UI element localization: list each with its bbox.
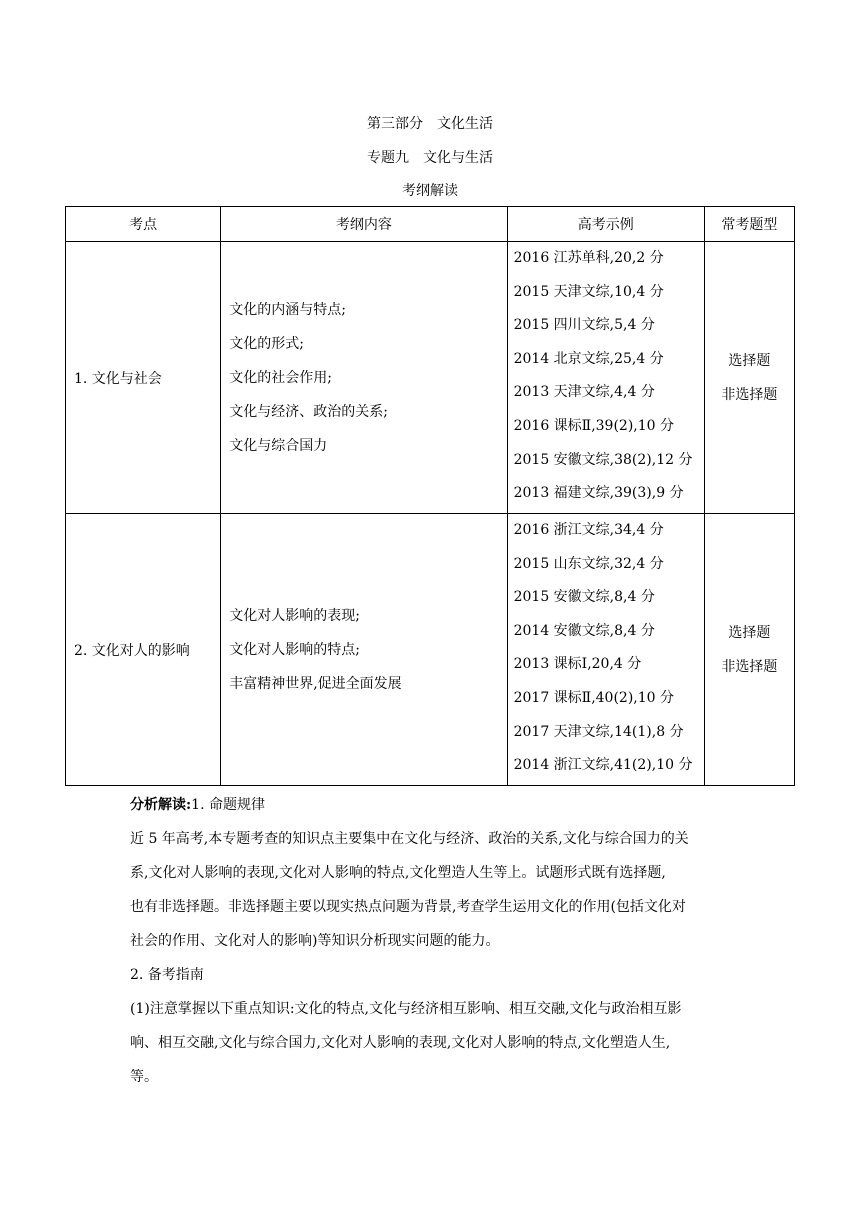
content-item: 文化的社会作用; <box>229 369 332 386</box>
header-point: 考点 <box>66 207 221 242</box>
paragraph-line: 响、相互交融,文化与综合国力,文化对人影响的表现,文化对人影响的特点,文化塑造人生, <box>130 1035 671 1051</box>
row-types <box>704 242 794 514</box>
outline-title: 考纲解读 <box>402 183 458 199</box>
example-item: 2017 天津文综,14(1),8 分 <box>513 723 684 740</box>
example-item: 2016 课标Ⅱ,39(2),10 分 <box>513 417 674 434</box>
content-item: 文化与综合国力 <box>229 437 328 454</box>
row-examples <box>507 242 704 514</box>
paragraph-line: 社会的作用、文化对人的影响)等知识分析现实问题的能力。 <box>130 933 500 949</box>
paragraph-line: 等。 <box>130 1069 158 1085</box>
heading-1-text: 1. 命题规律 <box>191 797 265 813</box>
paragraph-line: 系,文化对人影响的表现,文化对人影响的特点,文化塑造人生等上。试题形式既有选择题, <box>130 865 666 881</box>
content-item: 文化的内涵与特点; <box>229 301 346 318</box>
content-item: 丰富精神世界,促进全面发展 <box>229 675 402 692</box>
content-item: 文化与经济、政治的关系; <box>229 403 388 420</box>
row-point: 1. 文化与社会 <box>66 242 221 514</box>
outline-table <box>65 206 795 786</box>
table-header-row <box>66 207 795 242</box>
example-item: 2013 课标Ⅰ,20,4 分 <box>513 656 642 673</box>
analysis-heading-2: 2. 备考指南 <box>130 967 204 983</box>
topic-title: 专题九 文化与生活 <box>367 150 493 166</box>
row-content <box>221 242 507 514</box>
example-item: 2014 安徽文综,8,4 分 <box>513 622 655 639</box>
header-types: 常考题型 <box>704 207 794 242</box>
example-item: 2017 课标Ⅱ,40(2),10 分 <box>513 689 674 706</box>
example-item: 2015 安徽文综,8,4 分 <box>513 589 655 606</box>
part-title: 第三部分 文化生活 <box>367 116 493 132</box>
type-item: 非选择题 <box>721 386 778 403</box>
type-item: 非选择题 <box>721 658 778 675</box>
type-item: 选择题 <box>728 352 771 369</box>
example-item: 2016 浙江文综,34,4 分 <box>513 522 664 538</box>
example-item: 2014 北京文综,25,4 分 <box>513 350 664 367</box>
row-types <box>704 514 794 786</box>
table-row <box>66 242 795 514</box>
row-point: 2. 文化对人的影响 <box>66 514 221 786</box>
paragraph-line: 也有非选择题。非选择题主要以现实热点问题为背景,考查学生运用文化的作用(包括文化对 <box>130 899 686 915</box>
analysis-label: 分析解读: <box>130 797 192 813</box>
header-content: 考纲内容 <box>221 207 507 242</box>
header-examples: 高考示例 <box>507 207 704 242</box>
type-item: 选择题 <box>728 624 771 641</box>
content-item: 文化对人影响的表现; <box>229 607 360 624</box>
example-item: 2016 江苏单科,20,2 分 <box>513 250 664 266</box>
example-item: 2015 天津文综,10,4 分 <box>513 283 664 300</box>
content-item: 文化对人影响的特点; <box>229 641 360 658</box>
table-row <box>66 514 795 786</box>
example-item: 2015 山东文综,32,4 分 <box>513 555 664 572</box>
analysis-heading-1 <box>130 794 265 814</box>
row-examples <box>507 514 704 786</box>
content-item: 文化的形式; <box>229 335 304 352</box>
example-item: 2014 浙江文综,41(2),10 分 <box>513 757 693 774</box>
paragraph-line: (1)注意掌握以下重点知识:文化的特点,文化与经济相互影响、相互交融,文化与政治相互影 <box>130 1001 682 1017</box>
paragraph-line: 近 5 年高考,本专题考查的知识点主要集中在文化与经济、政治的关系,文化与综合国力的关 <box>130 831 689 847</box>
example-item: 2015 安徽文综,38(2),12 分 <box>513 451 693 468</box>
example-item: 2013 福建文综,39(3),9 分 <box>513 485 684 502</box>
example-item: 2015 四川文综,5,4 分 <box>513 317 655 334</box>
row-content <box>221 514 507 786</box>
example-item: 2013 天津文综,4,4 分 <box>513 384 655 401</box>
